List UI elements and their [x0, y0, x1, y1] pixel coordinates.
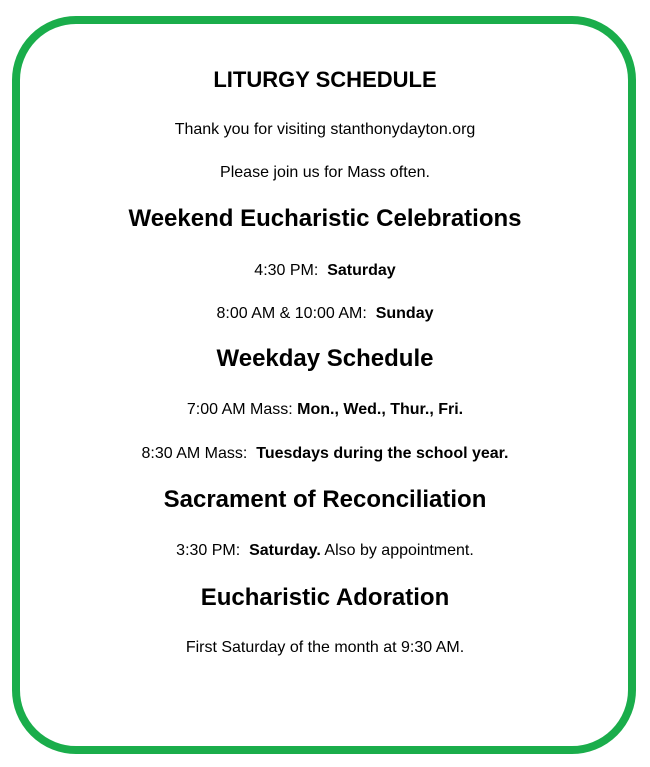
- thanks-text: Thank you for visiting stanthonydayton.org: [174, 121, 476, 138]
- weekday-line-1: [0, 401, 650, 419]
- weekend-saturday-day: Saturday: [327, 262, 396, 279]
- weekday-heading: Weekday Schedule: [216, 345, 434, 372]
- weekend-heading: Weekend Eucharistic Celebrations: [128, 205, 522, 232]
- invite-text: Please join us for Mass often.: [220, 164, 430, 181]
- reconciliation-heading: Sacrament of Reconciliation: [163, 486, 487, 513]
- weekend-sunday-time: 8:00 AM & 10:00 AM:: [216, 305, 376, 322]
- reconciliation-note: Also by appointment.: [320, 542, 474, 559]
- reconciliation-line: [0, 542, 650, 560]
- weekday-line-2: [0, 445, 650, 463]
- reconciliation-time: 3:30 PM:: [176, 542, 250, 559]
- page-title: LITURGY SCHEDULE: [213, 67, 437, 92]
- weekend-sunday-line: [0, 305, 650, 323]
- weekday-line-1-days: Mon., Wed., Thur., Fri.: [297, 401, 464, 418]
- weekday-line-1-time: 7:00 AM Mass:: [186, 401, 298, 418]
- weekday-line-2-time: 8:30 AM Mass:: [141, 445, 257, 462]
- adoration-text: First Saturday of the month at 9:30 AM.: [185, 639, 465, 656]
- weekday-line-2-days: Tuesdays during the school year.: [256, 445, 509, 462]
- weekend-saturday-line: [0, 262, 650, 280]
- adoration-heading: Eucharistic Adoration: [200, 584, 450, 611]
- weekend-saturday-time: 4:30 PM:: [254, 262, 328, 279]
- weekend-sunday-day: Sunday: [375, 305, 434, 322]
- reconciliation-day: Saturday.: [249, 542, 321, 559]
